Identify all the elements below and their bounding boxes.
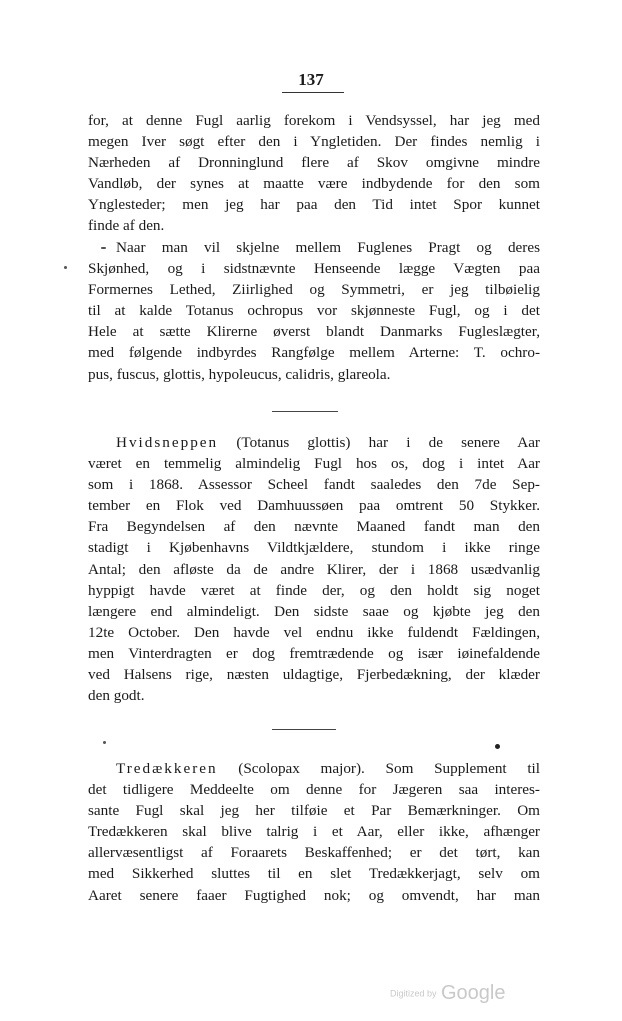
text-line: det tidligere Meddeelte om denne for Jægeren saa interes- xyxy=(88,781,540,799)
text-line: allervæsentligst af Foraarets Beskaffenhed; er det tørt, kan xyxy=(88,844,540,862)
text-line: længere end almindeligt. Den sidste saae og kjøbte jeg den xyxy=(88,602,540,620)
section-divider xyxy=(272,729,336,730)
print-speck xyxy=(495,744,500,749)
paragraph-2 xyxy=(88,237,540,385)
watermark-brand: Google xyxy=(440,982,506,1004)
text-line: for, at denne Fugl aarlig forekom i Vendsyssel, har jeg med xyxy=(88,112,540,129)
text-line: Skjønhed, og i sidstnævnte Henseende lægge Vægten paa xyxy=(88,260,540,278)
watermark-prefix: Digitized by xyxy=(390,988,437,999)
paragraph-3 xyxy=(88,432,540,706)
text-line: men Vinterdragten er dog fremtrædende og især iøinefaldende xyxy=(88,644,540,662)
text-line: med Sikkerhed sluttes til en slet Tredækkerjagt, selv om xyxy=(88,865,540,883)
text-line: som i 1868. Assessor Scheel fandt saaledes den 7de Sep- xyxy=(88,476,540,494)
text-line: den godt. xyxy=(88,687,145,705)
text-line: stadigt i Kjøbenhavns Vildtkjældere, stundom i ikke ringe xyxy=(88,539,540,557)
text-line: pus, fuscus, glottis, hypoleucus, calidris, glareola. xyxy=(88,365,391,383)
text-line-rest: (Scolopax major). Som Supplement til xyxy=(217,760,540,777)
species-lead: Hvidsneppen xyxy=(116,434,219,451)
text-line: hyppigt havde været at finde der, og den holdt sig noget xyxy=(88,581,540,599)
text-line: med følgende indbyrdes Rangfølge mellem Arterne: T. ochro- xyxy=(88,344,540,362)
text-line: Ynglesteder; men jeg har paa den Tid intet Spor kunnet xyxy=(88,196,540,214)
text-line: Fra Begyndelsen af den nævnte Maaned fandt man den xyxy=(88,518,540,536)
text-line: ved Halsens rige, næsten uldagtige, Fjerbedækning, der klæder xyxy=(88,666,540,684)
page-number: 137 xyxy=(298,70,324,89)
text-line: 12te October. Den havde vel endnu ikke fuldendt Fældingen, xyxy=(88,623,540,641)
text-line: megen Iver søgt efter den i Yngletiden. Der findes nemlig i xyxy=(88,133,540,151)
text-line: Nærheden af Dronninglund flere af Skov omgivne mindre xyxy=(88,154,540,172)
text-line: tember en Flok ved Damhuussøen paa omtrent 50 Stykker. xyxy=(88,497,540,515)
print-speck xyxy=(101,247,106,249)
page-number-rule xyxy=(282,92,344,93)
species-lead: Tredækkeren xyxy=(116,760,218,777)
text-line xyxy=(88,758,540,779)
print-speck xyxy=(64,266,67,269)
text-line: Vandløb, der synes at maatte være indbydende for den som xyxy=(88,175,540,193)
paragraph-1 xyxy=(88,110,540,237)
text-line: været en temmelig almindelig Fugl hos os, dog i intet Aar xyxy=(88,455,540,473)
text-line: Antal; den afløste da de andre Klirer, der i 1868 usædvanlig xyxy=(88,560,540,578)
text-line: finde af den. xyxy=(88,217,165,235)
text-line: Hele at sætte Klirerne øverst blandt Danmarks Fugleslægter, xyxy=(88,323,540,341)
text-line xyxy=(88,432,540,453)
text-line: til at kalde Totanus ochropus vor skjønneste Fugl, og i det xyxy=(88,302,540,320)
section-divider xyxy=(272,411,338,412)
paragraph-4 xyxy=(88,758,540,906)
digitized-watermark xyxy=(390,982,505,1005)
text-line: sante Fugl skal jeg her tilføie et Par Bemærkninger. Om xyxy=(88,802,540,820)
print-speck xyxy=(103,741,106,744)
text-line-rest: (Totanus glottis) har i de senere Aar xyxy=(218,434,540,451)
text-line: Aaret senere faaer Fugtighed nok; og omvendt, har man xyxy=(88,886,540,904)
text-line: Formernes Lethed, Ziirlighed og Symmetri, er jeg tilbøielig xyxy=(88,281,540,299)
text-line: Tredækkeren skal blive talrig i et Aar, eller ikke, afhænger xyxy=(88,823,540,841)
text-line: Naar man vil skjelne mellem Fuglenes Pragt og deres xyxy=(116,239,540,256)
